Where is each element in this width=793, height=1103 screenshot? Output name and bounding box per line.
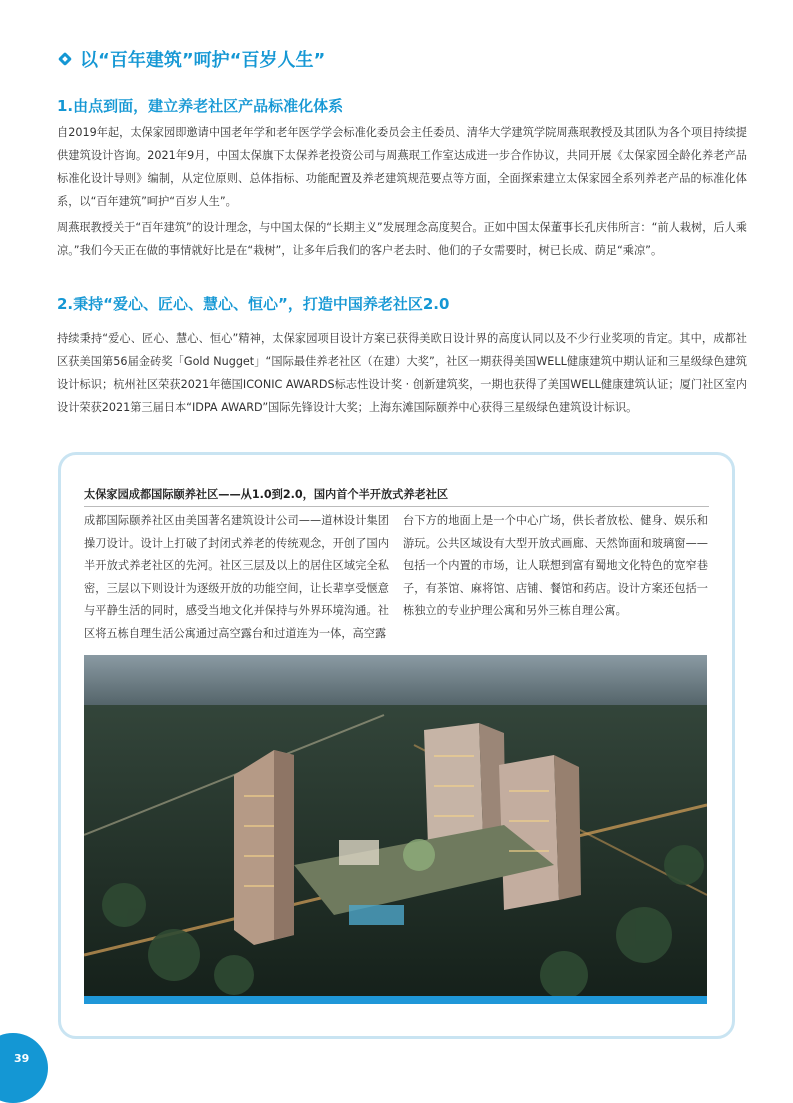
section1-paragraph-2: 周燕珉教授关于“百年建筑”的设计理念，与中国太保的“长期主义”发展理念高度契合。正如中国太保董事长孔庆伟所言：“前人栽树，后人乘凉。”我们今天正在做的事情就好比是在“栽树”，让多年后我们的客户老去时、他们的子女需要时，树已长成、荫足“乘凉”。 (57, 221, 747, 257)
page-number: 39 (14, 1052, 30, 1065)
section1-title: 1.由点到面，建立养老社区产品标准化体系 (57, 97, 344, 115)
page-number-tab (0, 1033, 48, 1103)
section2-paragraph-1: 持续秉持“爱心、匠心、慧心、恒心”精神，太保家园项目设计方案已获得美欧日设计界的高度认同以及不少行业奖项的肯定。其中，成都社区获美国第56届金砖奖「Gold Nugget」“国际最佳养老社区（在建）大奖”，社区一期获得美国WELL健康建筑中期认证和三星级绿色建筑设计标识；杭州社区荣获2021年德国ICONIC AWARDS标志性设计奖 · 创新建筑奖，一期也获得了美国WELL健康建筑认证；厦门社区室内设计荣获2021第三届日本“IDPA AWARD”国际先锋设计大奖；上海东滩国际颐养中心获得三星级绿色建筑设计标识。 (57, 332, 747, 414)
aerial-rendering-illustration (84, 655, 707, 1002)
community-aerial-photo (84, 655, 707, 1002)
section1-paragraph-1: 自2019年起，太保家园即邀请中国老年学和老年医学学会标准化委员会主任委员、清华大学建筑学院周燕珉教授及其团队为各个项目持续提供建筑设计咨询。2021年9月，中国太保旗下太保养老投资公司与周燕珉工作室达成进一步合作协议，共同开展《太保家园全龄化养老产品标准化设计导则》编制，从定位原则、总体指标、功能配置及养老建筑规范要点等方面，全面探索建立太保家园全系列养老产品的标准化体系，以“百年建筑”呵护“百岁人生”。 (57, 126, 747, 208)
photo-caption-bar (84, 996, 707, 1004)
section2-title: 2.秉持“爱心、匠心、慧心、恒心”，打造中国养老社区2.0 (57, 295, 450, 313)
page-title-text: 以“百年建筑”呵护“百岁人生” (80, 50, 326, 71)
feature-box-right-column: 台下方的地面上是一个中心广场，供长者放松、健身、娱乐和游玩。公共区域设有大型开放式画廊、天然饰面和玻璃窗——包括一个内置的市场，让人联想到富有蜀地文化特色的宽窄巷子，有茶馆、麻将馆、店铺、餐馆和药店。设计方案还包括一栋独立的专业护理公寓和另外三栋自理公寓。 (403, 514, 708, 617)
diamond-bullet-icon (58, 52, 72, 66)
feature-box-title: 太保家园成都国际颐养社区——从1.0到2.0，国内首个半开放式养老社区 (84, 488, 449, 501)
page-title (57, 46, 325, 72)
feature-box-left-column: 成都国际颐养社区由美国著名建筑设计公司——道林设计集团操刀设计。设计上打破了封闭式养老的传统观念，开创了国内半开放式养老社区的先河。社区三层及以上的居住区域完全私密，三层以下则设计为逐级开放的功能空间，让长辈享受惬意与平静生活的同时，感受当地文化并保持与外界环境沟通。社区将五栋自理生活公寓通过高空露台和过道连为一体，高空露 (84, 514, 389, 640)
divider (84, 506, 709, 507)
